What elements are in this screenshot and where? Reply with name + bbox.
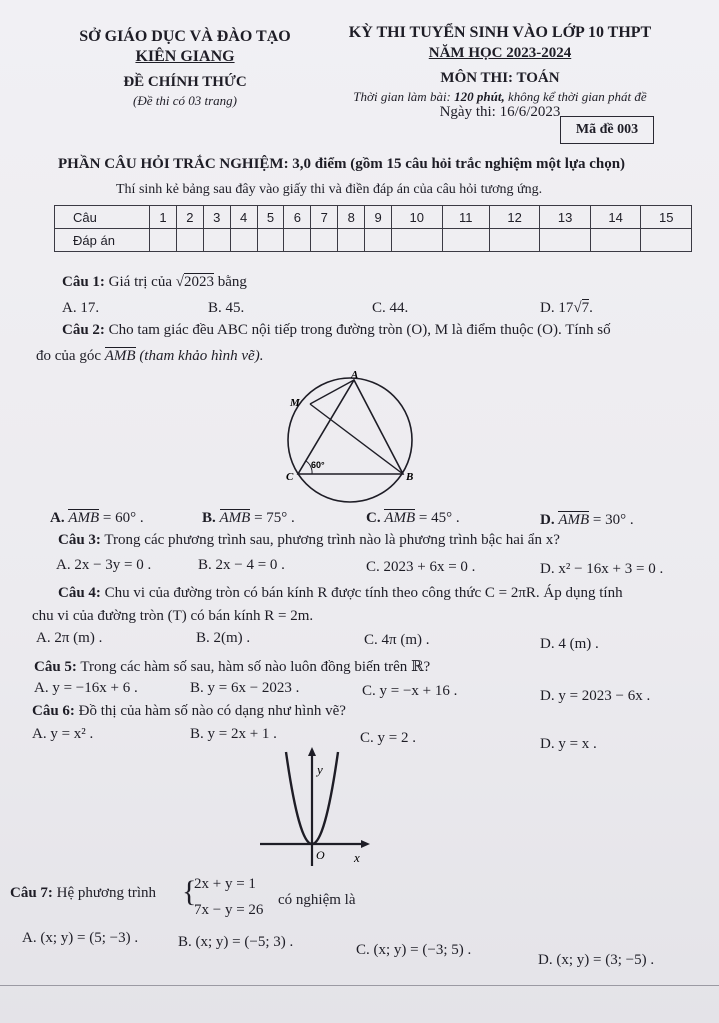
x-axis-arrow bbox=[361, 840, 370, 848]
option-value: = 75° . bbox=[254, 510, 295, 526]
label-y: y bbox=[317, 762, 323, 777]
section-title: PHẦN CÂU HỎI TRẮC NGHIỆM: 3,0 điểm (gồm 15 câu hỏi trắc nghiệm một lựa chọn) bbox=[58, 156, 626, 172]
question-text: Đồ thị của hàm số nào có dạng như hình vẽ? bbox=[78, 703, 346, 719]
answer-table-number: 4 bbox=[230, 206, 257, 229]
question-text: Chu vi của đường tròn có bán kính R được tính theo công thức C = 2πR. Áp dụng tính bbox=[104, 585, 623, 601]
question-7 bbox=[10, 885, 156, 902]
option-label: B. bbox=[202, 510, 216, 526]
label-c: C bbox=[286, 471, 294, 483]
option-5c: C. y = −x + 16 . bbox=[362, 683, 458, 699]
option-value: = 60° . bbox=[102, 510, 144, 526]
option-value: = 45° . bbox=[418, 510, 460, 526]
answer-table-number: 2 bbox=[176, 206, 203, 229]
option-end: . bbox=[589, 300, 593, 316]
label-m: M bbox=[290, 397, 300, 409]
option-6c: C. y = 2 . bbox=[360, 730, 416, 746]
answer-table-number: 3 bbox=[203, 206, 230, 229]
option-5b: B. y = 6x − 2023 . bbox=[190, 680, 300, 696]
option-3c: C. 2023 + 6x = 0 . bbox=[366, 559, 476, 575]
angle-name: AMB bbox=[558, 512, 590, 528]
option-6a: A. y = x² . bbox=[32, 726, 94, 742]
label-b: B bbox=[406, 471, 414, 483]
province-name: KIÊN GIANG bbox=[135, 48, 235, 65]
label-angle-60: 60° bbox=[311, 460, 325, 470]
angle-name: AMB bbox=[68, 510, 100, 526]
parabola-figure bbox=[256, 746, 376, 872]
answer-cell bbox=[338, 229, 365, 252]
equation-2: 7x − y = 26 bbox=[194, 902, 264, 918]
radicand: 7 bbox=[581, 300, 590, 316]
question-text: Trong các hàm số sau, hàm số nào luôn đồng biến trên ℝ? bbox=[80, 659, 431, 675]
option-4c: C. 4π (m) . bbox=[364, 632, 430, 648]
answer-cell bbox=[590, 229, 641, 252]
exam-code-box: Mã đề 003 bbox=[560, 116, 654, 144]
question-5 bbox=[34, 657, 430, 676]
sqrt-expression: √2023 bbox=[175, 274, 214, 290]
answer-table-number: 1 bbox=[150, 206, 177, 229]
answer-table-number: 9 bbox=[365, 206, 392, 229]
exam-date: Ngày thi: 16/6/2023 bbox=[439, 104, 561, 120]
option-7a: A. (x; y) = (5; −3) . bbox=[22, 930, 139, 946]
option-label: C. bbox=[366, 510, 381, 526]
question-2-line2 bbox=[36, 348, 263, 365]
answer-cell bbox=[442, 229, 489, 252]
y-axis-arrow bbox=[308, 747, 316, 756]
option-6d: D. y = x . bbox=[540, 736, 597, 752]
option-1c: C. 44. bbox=[372, 300, 409, 316]
question-label: Câu 6: bbox=[32, 703, 75, 719]
answer-cell bbox=[641, 229, 692, 252]
option-coef: 17 bbox=[558, 300, 574, 316]
subject: MÔN THI: TOÁN bbox=[440, 70, 560, 86]
answer-cell bbox=[392, 229, 443, 252]
question-text: Trong các phương trình sau, phương trình nào là phương trình bậc hai ẩn x? bbox=[104, 532, 560, 548]
answer-table-number: 12 bbox=[489, 206, 540, 229]
answer-table bbox=[54, 205, 692, 252]
question-label: Câu 3: bbox=[58, 532, 101, 548]
circle-triangle-figure bbox=[278, 368, 428, 508]
answer-cell bbox=[230, 229, 257, 252]
answer-table-number: 15 bbox=[641, 206, 692, 229]
answer-table-row-answers bbox=[55, 229, 692, 252]
option-3b: B. 2x − 4 = 0 . bbox=[198, 557, 285, 573]
pages-note: (Đề thi có 03 trang) bbox=[133, 93, 237, 108]
option-7b: B. (x; y) = (−5; 3) . bbox=[178, 934, 294, 950]
option-1d bbox=[540, 300, 593, 317]
label-x: x bbox=[354, 850, 360, 865]
option-5d: D. y = 2023 − 6x . bbox=[540, 688, 651, 704]
radicand: 2023 bbox=[183, 274, 214, 290]
answer-cell bbox=[284, 229, 311, 252]
question-text: (tham khảo hình vẽ). bbox=[139, 348, 264, 364]
question-3 bbox=[58, 532, 560, 549]
question-text: Cho tam giác đều ABC nội tiếp trong đường tròn (O), M là điểm thuộc (O). Tính số bbox=[108, 322, 611, 338]
question-label: Câu 2: bbox=[62, 322, 105, 338]
option-label: A. bbox=[50, 510, 65, 526]
answer-table-number: 14 bbox=[590, 206, 641, 229]
footer-rule bbox=[0, 985, 719, 986]
option-value: = 30° . bbox=[592, 512, 634, 528]
answer-table-number: 8 bbox=[338, 206, 365, 229]
option-label: D. bbox=[540, 512, 555, 528]
option-3a: A. 2x − 3y = 0 . bbox=[56, 557, 152, 573]
question-text: Hệ phương trình bbox=[56, 885, 157, 901]
department-name: SỞ GIÁO DỤC VÀ ĐÀO TẠO bbox=[79, 28, 291, 45]
question-text: Giá trị của bbox=[108, 274, 172, 290]
angle-name: AMB bbox=[219, 510, 251, 526]
answer-table-number: 5 bbox=[257, 206, 284, 229]
option-7c: C. (x; y) = (−3; 5) . bbox=[356, 942, 472, 958]
answer-table-number: 11 bbox=[442, 206, 489, 229]
answer-table-number: 6 bbox=[284, 206, 311, 229]
option-1a: A. 17. bbox=[62, 300, 100, 316]
answer-table-number: 13 bbox=[540, 206, 591, 229]
answer-cell bbox=[311, 229, 338, 252]
option-2b bbox=[202, 510, 295, 527]
option-6b: B. y = 2x + 1 . bbox=[190, 726, 277, 742]
option-5a: A. y = −16x + 6 . bbox=[34, 680, 138, 696]
answer-cell bbox=[176, 229, 203, 252]
answer-table-row-numbers bbox=[55, 206, 692, 229]
angle-name: AMB bbox=[104, 348, 136, 364]
time-label: Thời gian làm bài: bbox=[353, 89, 451, 104]
time-line bbox=[315, 89, 685, 105]
answer-table-header: Đáp án bbox=[55, 229, 150, 252]
time-note: không kể thời gian phát đề bbox=[507, 89, 647, 104]
option-2a bbox=[50, 510, 144, 527]
question-text: đo của góc bbox=[36, 348, 101, 364]
equation-1: 2x + y = 1 bbox=[194, 876, 256, 892]
option-4a: A. 2π (m) . bbox=[36, 630, 103, 646]
answer-cell bbox=[203, 229, 230, 252]
question-1 bbox=[62, 274, 247, 291]
option-4b: B. 2(m) . bbox=[196, 630, 251, 646]
section-instruction: Thí sinh kẻ bảng sau đây vào giấy thi và điền đáp án của câu hỏi tương ứng. bbox=[116, 182, 543, 197]
question-4 bbox=[58, 585, 623, 602]
question-7-tail: có nghiệm là bbox=[278, 892, 356, 908]
option-1b: B. 45. bbox=[208, 300, 245, 316]
answer-cell bbox=[365, 229, 392, 252]
option-2d bbox=[540, 512, 634, 529]
question-4-line2: chu vi của đường tròn (T) có bán kính R = 2m. bbox=[32, 608, 314, 624]
circle-o bbox=[288, 378, 412, 502]
exam-title: KỲ THI TUYỂN SINH VÀO LỚP 10 THPT bbox=[348, 24, 652, 41]
time-value: 120 phút, bbox=[454, 89, 505, 104]
question-label: Câu 4: bbox=[58, 585, 101, 601]
answer-cell bbox=[540, 229, 591, 252]
option-4d: D. 4 (m) . bbox=[540, 636, 599, 652]
answer-cell bbox=[489, 229, 540, 252]
system-brace: { bbox=[182, 875, 197, 908]
angle-name: AMB bbox=[384, 510, 416, 526]
option-label: D. bbox=[540, 300, 555, 316]
question-label: Câu 7: bbox=[10, 885, 53, 901]
label-origin: O bbox=[316, 848, 325, 862]
option-7d: D. (x; y) = (3; −5) . bbox=[538, 952, 655, 968]
answer-table-header: Câu bbox=[55, 206, 150, 229]
answer-cell bbox=[257, 229, 284, 252]
answer-cell bbox=[150, 229, 177, 252]
question-tail: bằng bbox=[217, 274, 247, 290]
sqrt-expression: √7 bbox=[573, 300, 590, 316]
answer-table-number: 10 bbox=[392, 206, 443, 229]
question-label: Câu 5: bbox=[34, 659, 77, 675]
question-label: Câu 1: bbox=[62, 274, 105, 290]
answer-table-number: 7 bbox=[311, 206, 338, 229]
label-a: A bbox=[351, 369, 359, 381]
option-3d: D. x² − 16x + 3 = 0 . bbox=[540, 561, 664, 577]
question-6 bbox=[32, 703, 346, 720]
official-label: ĐỀ CHÍNH THỨC bbox=[123, 74, 247, 90]
question-2 bbox=[62, 322, 611, 339]
school-year: NĂM HỌC 2023-2024 bbox=[428, 45, 572, 61]
option-2c bbox=[366, 510, 460, 527]
